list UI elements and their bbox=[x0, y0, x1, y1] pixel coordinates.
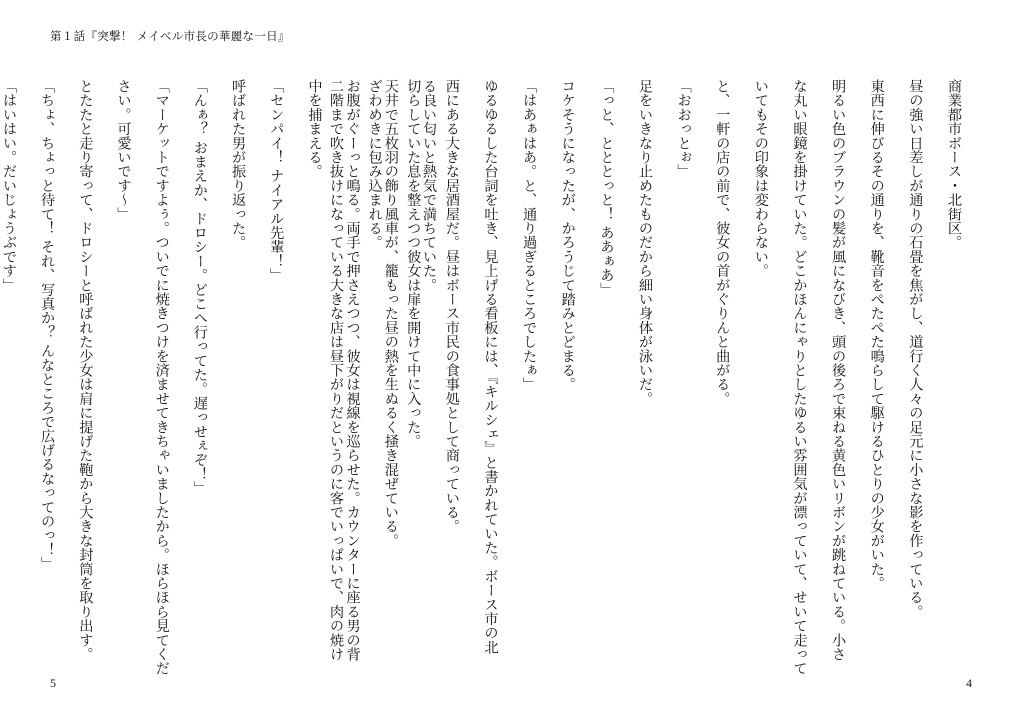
text-line: ゆるゆるした台詞を吐き、見上げる看板には、『キルシェ』と書かれていた。ボース市の北 bbox=[482, 79, 499, 655]
text-line: ざわめきに包み込まれる。 bbox=[366, 79, 383, 250]
text-line: 東西に伸びるその通りを、靴音をぺたぺた鳴らして駆けるひとりの少女がいた。 bbox=[868, 79, 885, 591]
text-line: 「っと、とととっと！ ああぁあ」 bbox=[598, 79, 615, 297]
text-line: 天井で五枚羽の飾り風車が、籠もった昼の熱を生ぬるく掻き混ぜている。 bbox=[382, 79, 399, 548]
text-line: いてもその印象は変わらない。 bbox=[752, 79, 769, 278]
text-line: 「ちょ、ちょっと待て！ それ、写真か？ んなところで広げるなってのっ！」 bbox=[39, 79, 56, 571]
text-line: 商業都市ボース・北街区。 bbox=[946, 79, 962, 250]
text-line: 「んぁ？ おまえか、ドロシー。どこへ行ってた。遅っせぇぞ！」 bbox=[191, 79, 208, 496]
text-line: る良い匂いと熱気で満ちていた。 bbox=[421, 79, 437, 292]
text-line: 西にある大きな居酒屋だ。昼はボース市民の食事処として商っている。 bbox=[443, 79, 460, 534]
text-line: 「おおっとぉ」 bbox=[675, 79, 692, 179]
text-line: 「はいはい。だいじょうぶです」 bbox=[0, 79, 17, 292]
text-line: 二階まで吹き抜けになっている大きな店は昼下がりだというのに客でいっぱいで、肉の焼け bbox=[328, 79, 344, 662]
text-line: と、一軒の店の前で、彼女の首がぐりんと曲がる。 bbox=[714, 79, 731, 406]
running-head: 第１話『突撃！ メイベル市長の華麗な一日』 bbox=[50, 29, 290, 43]
text-line: 呼ばれた男が振り返った。 bbox=[230, 79, 247, 250]
text-line: さい。可愛いです～」 bbox=[115, 79, 132, 221]
right-page-number: 4 bbox=[966, 676, 972, 690]
text-line: 「マーケットですよぅ。ついでに焼きつけを済ませてきちゃいましたから。ほらほら見てくだ bbox=[153, 79, 170, 676]
text-line: コケそうになったが、かろうじて踏みとどまる。 bbox=[559, 79, 576, 392]
text-line: 明るい色のブラウンの髪が風になびき、頭の後ろで束ねる黄色いリボンが跳ねている。小さ bbox=[830, 79, 847, 662]
text-line: な丸い眼鏡を掛けていた。どこかほんにゃりとしたゆるい雰囲気が漂っていて、せいて走って bbox=[791, 79, 808, 676]
left-page-number: 5 bbox=[50, 676, 56, 690]
text-line: 「センパイ！ ナイアル先輩！」 bbox=[268, 79, 285, 283]
text-line: 中を捕まえる。 bbox=[306, 79, 323, 179]
text-line: 「はあぁはあ。と、通り過ぎるところでしたぁ」 bbox=[521, 79, 538, 392]
text-line: とたたと走り寄って、ドロシーと呼ばれた少女は肩に提げた鞄から大きな封筒を取り出す。 bbox=[77, 79, 94, 662]
text-line: 切らしていた息を整えつつ彼女は扉を開けて中に入った。 bbox=[405, 79, 422, 449]
text-line: 足をいきなり止めたものだから細い身体が泳いだ。 bbox=[637, 79, 653, 406]
text-line: お腹がぐーっと鳴る。両手で押さえつつ、彼女は視線を巡らせた。カウンターに座る男の背 bbox=[344, 79, 361, 662]
text-line: 昼の強い日差しが通りの石畳を焦がし、道行く人々の足元に小さな影を作っている。 bbox=[907, 79, 924, 619]
